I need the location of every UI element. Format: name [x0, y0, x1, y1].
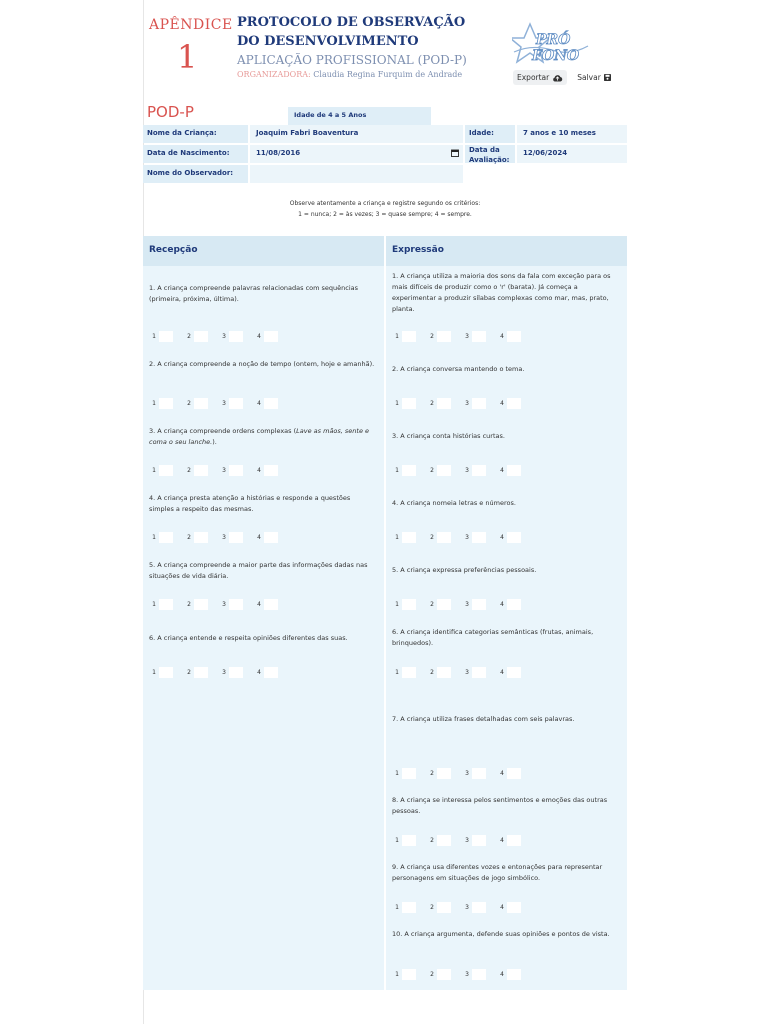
eval-date-label [465, 145, 515, 163]
dates-row [143, 145, 627, 163]
reception-heading: Recepção [143, 236, 384, 266]
rating-input-1[interactable] [402, 532, 416, 543]
rating-input-1[interactable] [402, 667, 416, 678]
expression-heading: Expressão [386, 236, 627, 266]
rating-input-1[interactable] [402, 331, 416, 342]
rating-label: 1 [395, 601, 399, 608]
reception-question-5: 5. A criança compreende a maior parte das informações dadas nas situações de vida diária. [149, 561, 368, 580]
rating-input-2[interactable] [194, 331, 208, 342]
rating-label: 4 [500, 467, 504, 474]
logo-text-top: PRÓ [536, 32, 571, 48]
rating-label: 4 [500, 534, 504, 541]
observer-row [143, 165, 627, 183]
rating-label: 1 [152, 333, 156, 340]
column-divider [384, 236, 386, 990]
rating-input-4[interactable] [507, 902, 521, 913]
rating-label: 1 [152, 400, 156, 407]
reception-panel [143, 266, 384, 990]
expression-10-rating [392, 969, 532, 980]
reception-question-3 [149, 426, 377, 448]
rating-input-4[interactable] [264, 599, 278, 610]
expression-question-9: 9. A criança usa diferentes vozes e entonações para representar personagens em situações de jogo simbólico. [392, 863, 603, 882]
reception-6-rating [149, 667, 289, 678]
rating-input-2[interactable] [437, 768, 451, 779]
rating-input-3[interactable] [472, 969, 486, 980]
rating-input-2[interactable] [194, 532, 208, 543]
rating-input-3[interactable] [472, 465, 486, 476]
rating-label: 1 [395, 669, 399, 676]
subtitle: APLICAÇÃO PROFISSIONAL (POD-P) [237, 53, 467, 67]
rating-input-2[interactable] [437, 398, 451, 409]
rating-input-1[interactable] [402, 465, 416, 476]
save-label: Salvar [577, 73, 601, 82]
reception-question-6: 6. A criança entende e respeita opiniões diferentes das suas. [149, 634, 348, 642]
rating-label: 3 [465, 601, 469, 608]
expression-9-rating [392, 902, 532, 913]
save-button[interactable] [573, 70, 615, 85]
rating-label: 3 [465, 534, 469, 541]
expression-question-8: 8. A criança se interessa pelos sentimentos e emoções das outras pessoas. [392, 796, 608, 815]
rating-input-1[interactable] [159, 465, 173, 476]
rating-label: 1 [395, 837, 399, 844]
pro-fono-logo [512, 22, 592, 66]
observer-field[interactable] [250, 165, 463, 183]
expression-3-rating [392, 465, 532, 476]
rating-input-3[interactable] [472, 835, 486, 846]
rating-input-2[interactable] [437, 667, 451, 678]
rating-input-2[interactable] [194, 465, 208, 476]
expression-2-rating [392, 398, 532, 409]
birth-date-value: 11/08/2016 [256, 149, 301, 157]
rating-label: 2 [430, 770, 434, 777]
rating-input-2[interactable] [437, 835, 451, 846]
rating-label: 3 [222, 467, 226, 474]
expression-5-rating [392, 599, 532, 610]
rating-label: 2 [187, 534, 191, 541]
rating-input-3[interactable] [229, 532, 243, 543]
reception-question-3-example: Lave as mãos, sente e coma o seu lanche. [149, 427, 370, 446]
reception-question-4: 4. A criança presta atenção a histórias e responde a questões simples a respeito das mesmas. [149, 494, 351, 513]
birth-date-label: Data de Nascimento: [143, 145, 248, 163]
rating-label: 4 [257, 467, 261, 474]
rating-input-3[interactable] [472, 398, 486, 409]
form-code: POD-P [147, 103, 194, 121]
rating-input-2[interactable] [194, 667, 208, 678]
rating-label: 4 [500, 770, 504, 777]
rating-label: 4 [257, 333, 261, 340]
rating-label: 1 [152, 467, 156, 474]
reception-5-rating [149, 599, 289, 610]
child-name-row [143, 125, 627, 143]
rating-label: 4 [500, 333, 504, 340]
eval-date-label-line1: Data da [469, 146, 500, 154]
rating-label: 1 [395, 400, 399, 407]
rating-label: 1 [395, 333, 399, 340]
rating-label: 3 [222, 333, 226, 340]
rating-label: 2 [187, 601, 191, 608]
rating-input-1[interactable] [402, 835, 416, 846]
rating-label: 4 [500, 669, 504, 676]
rating-label: 1 [395, 534, 399, 541]
rating-input-2[interactable] [437, 532, 451, 543]
rating-input-3[interactable] [472, 768, 486, 779]
appendix-label: APÊNDICE [149, 17, 233, 33]
rating-label: 1 [152, 601, 156, 608]
rating-input-1[interactable] [402, 599, 416, 610]
rating-input-4[interactable] [507, 835, 521, 846]
rating-label: 4 [500, 904, 504, 911]
rating-label: 2 [430, 971, 434, 978]
reception-1-rating [149, 331, 289, 342]
rating-input-3[interactable] [472, 902, 486, 913]
organizer-name: Claudia Regina Furquim de Andrade [313, 70, 463, 79]
rating-input-4[interactable] [507, 465, 521, 476]
rating-input-3[interactable] [229, 398, 243, 409]
expression-question-6: 6. A criança identifica categorias semânticas (frutas, animais, brinquedos). [392, 628, 594, 647]
reception-4-rating [149, 532, 289, 543]
rating-label: 2 [430, 534, 434, 541]
rating-label: 4 [500, 400, 504, 407]
rating-input-4[interactable] [264, 398, 278, 409]
rating-input-4[interactable] [507, 398, 521, 409]
rating-input-1[interactable] [159, 331, 173, 342]
rating-label: 3 [465, 770, 469, 777]
rating-input-1[interactable] [159, 667, 173, 678]
rating-label: 2 [430, 669, 434, 676]
rating-input-4[interactable] [264, 532, 278, 543]
instructions-line-1: Observe atentamente a criança e registre segundo os critérios: [289, 200, 481, 207]
reception-2-rating [149, 398, 289, 409]
rating-input-2[interactable] [437, 969, 451, 980]
rating-input-4[interactable] [507, 331, 521, 342]
rating-label: 3 [465, 669, 469, 676]
rating-input-4[interactable] [507, 768, 521, 779]
rating-label: 1 [395, 770, 399, 777]
child-name-label: Nome da Criança: [143, 125, 248, 143]
rating-label: 3 [465, 971, 469, 978]
rating-label: 2 [430, 467, 434, 474]
rating-input-3[interactable] [472, 667, 486, 678]
rating-label: 1 [152, 534, 156, 541]
rating-label: 2 [187, 400, 191, 407]
rating-input-2[interactable] [194, 599, 208, 610]
rating-input-3[interactable] [472, 331, 486, 342]
rating-input-1[interactable] [402, 398, 416, 409]
rating-label: 4 [257, 534, 261, 541]
appendix-number: 1 [177, 38, 198, 76]
rating-label: 2 [430, 333, 434, 340]
reception-3-rating [149, 465, 289, 476]
rating-label: 2 [430, 837, 434, 844]
rating-input-3[interactable] [472, 532, 486, 543]
instructions [143, 198, 627, 220]
rating-input-3[interactable] [229, 465, 243, 476]
rating-input-4[interactable] [264, 667, 278, 678]
expression-question-10: 10. A criança argumenta, defende suas opiniões e pontos de vista. [392, 930, 610, 938]
rating-label: 1 [152, 669, 156, 676]
cloud-upload-icon [552, 74, 563, 82]
rating-input-1[interactable] [159, 532, 173, 543]
expression-question-7: 7. A criança utiliza frases detalhadas com seis palavras. [392, 715, 575, 723]
rating-label: 2 [430, 904, 434, 911]
expression-question-5: 5. A criança expressa preferências pessoais. [392, 566, 537, 574]
rating-label: 1 [395, 971, 399, 978]
expression-1-rating [392, 331, 532, 342]
rating-input-4[interactable] [264, 331, 278, 342]
rating-label: 3 [465, 333, 469, 340]
rating-label: 3 [222, 400, 226, 407]
rating-label: 2 [430, 601, 434, 608]
organizer-label: ORGANIZADORA: [237, 70, 311, 79]
rating-input-1[interactable] [402, 902, 416, 913]
rating-input-1[interactable] [402, 969, 416, 980]
reception-question-2: 2. A criança compreende a noção de tempo (ontem, hoje e amanhã). [149, 360, 375, 368]
export-button[interactable] [513, 70, 567, 85]
expression-8-rating [392, 835, 532, 846]
rating-label: 2 [187, 333, 191, 340]
rating-label: 3 [465, 904, 469, 911]
rating-input-1[interactable] [159, 599, 173, 610]
rating-label: 2 [430, 400, 434, 407]
rating-input-3[interactable] [472, 599, 486, 610]
rating-label: 3 [222, 601, 226, 608]
age-range-badge: Idade de 4 a 5 Anos [288, 107, 431, 125]
expression-question-2: 2. A criança conversa mantendo o tema. [392, 365, 525, 373]
rating-label: 3 [465, 837, 469, 844]
expression-question-1: 1. A criança utiliza a maioria dos sons da fala com exceção para os mais difíceis de produzir como o 'r' (barata). Já começa a experimentar a produzir sílabas complexas como mar, mas, prato, planta. [392, 272, 611, 313]
rating-label: 2 [187, 467, 191, 474]
rating-label: 4 [500, 601, 504, 608]
reception-question-3-start: 3. A criança compreende ordens complexas ( [149, 427, 297, 435]
reception-question-1: 1. A criança compreende palavras relacionadas com sequências (primeira, próxima, última). [149, 284, 359, 303]
export-label: Exportar [517, 73, 550, 82]
age-field[interactable]: 7 anos e 10 meses [517, 125, 627, 143]
rating-input-4[interactable] [507, 667, 521, 678]
rating-input-3[interactable] [229, 667, 243, 678]
rating-input-4[interactable] [507, 532, 521, 543]
rating-label: 4 [500, 971, 504, 978]
rating-input-2[interactable] [194, 398, 208, 409]
rating-input-4[interactable] [264, 465, 278, 476]
observer-label: Nome do Observador: [143, 165, 248, 183]
child-name-field[interactable]: Joaquim Fabri Boaventura [250, 125, 463, 143]
expression-6-rating [392, 667, 532, 678]
calendar-icon[interactable] [451, 149, 459, 157]
title-line-2: DO DESENVOLVIMENTO [237, 34, 419, 49]
rating-label: 3 [222, 534, 226, 541]
rating-label: 4 [500, 837, 504, 844]
rating-label: 4 [257, 601, 261, 608]
organizer-line [237, 70, 462, 79]
rating-input-2[interactable] [437, 465, 451, 476]
rating-label: 3 [465, 400, 469, 407]
toolbar [513, 70, 615, 85]
rating-label: 2 [187, 669, 191, 676]
eval-date-label-line2: Avaliação: [469, 156, 510, 164]
logo-graphic [512, 22, 592, 66]
rating-label: 4 [257, 669, 261, 676]
expression-question-3: 3. A criança conta histórias curtas. [392, 432, 505, 440]
rating-input-3[interactable] [229, 599, 243, 610]
rating-input-1[interactable] [402, 768, 416, 779]
age-label: Idade: [465, 125, 515, 143]
expression-7-rating [392, 768, 532, 779]
expression-question-4: 4. A criança nomeia letras e números. [392, 499, 516, 507]
expression-4-rating [392, 532, 532, 543]
rating-input-2[interactable] [437, 599, 451, 610]
logo-text-bottom: FONO [532, 48, 580, 64]
rating-label: 1 [395, 904, 399, 911]
rating-input-4[interactable] [507, 599, 521, 610]
eval-date-field[interactable]: 12/06/2024 [517, 145, 627, 163]
rating-input-2[interactable] [437, 902, 451, 913]
rating-label: 3 [222, 669, 226, 676]
rating-input-1[interactable] [159, 398, 173, 409]
instructions-line-2: 1 = nunca; 2 = às vezes; 3 = quase sempre; 4 = sempre. [298, 211, 472, 218]
rating-input-4[interactable] [507, 969, 521, 980]
rating-label: 3 [465, 467, 469, 474]
reception-question-3-end: ). [212, 438, 217, 446]
rating-label: 1 [395, 467, 399, 474]
rating-input-3[interactable] [229, 331, 243, 342]
rating-input-2[interactable] [437, 331, 451, 342]
floppy-disk-icon [604, 74, 611, 81]
rating-label: 4 [257, 400, 261, 407]
birth-date-field[interactable] [250, 145, 463, 163]
title-line-1: PROTOCOLO DE OBSERVAÇÃO [237, 15, 466, 30]
